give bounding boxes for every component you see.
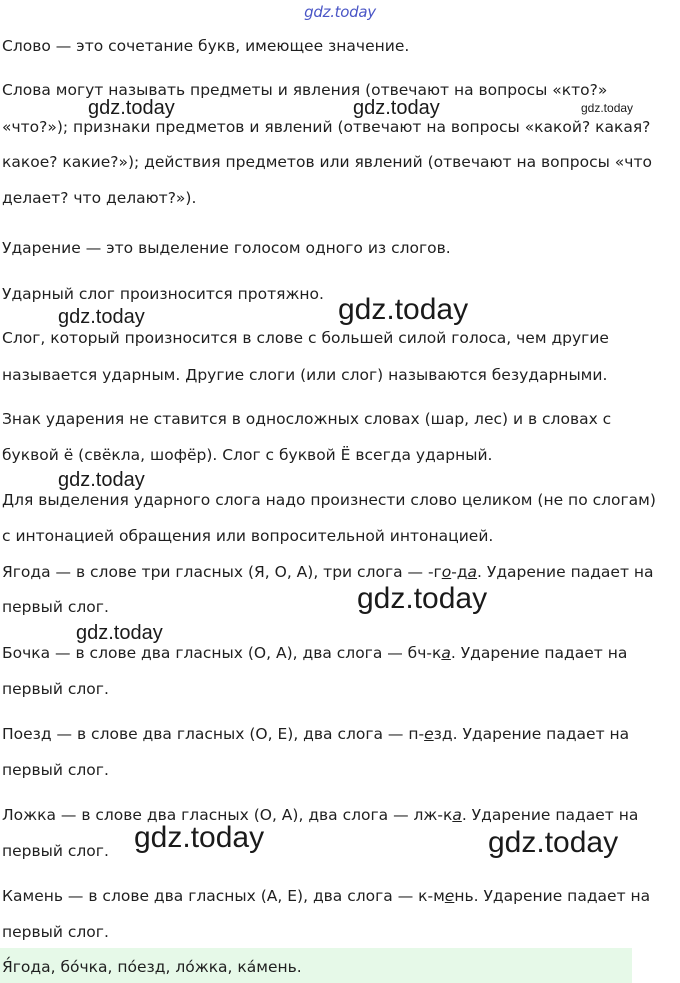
paragraph-stressed-syllable: Ударный слог произносится протяжно. — [2, 285, 324, 303]
example-yagoda: Ягода — в слове три гласных (Я, О, А), три слога — -го-да. Ударение падает на — [2, 563, 654, 581]
watermark: gdz.today — [134, 821, 265, 854]
watermark: gdz.today — [76, 622, 163, 644]
watermark: gdz.today — [353, 97, 440, 119]
watermark: gdz.today — [488, 826, 619, 859]
answer-text: Я́года, бо́чка, по́езд, ло́жка, ка́мень. — [2, 958, 302, 976]
underlined-vowel: е — [424, 725, 434, 743]
example-bochka-line2: первый слог. — [2, 680, 109, 698]
watermark: gdz.today — [58, 469, 145, 491]
site-logo[interactable]: gdz.today — [304, 3, 376, 21]
paragraph-method-line: Для выделения ударного слога надо произнести слово целиком (не по слогам) — [2, 491, 656, 509]
watermark: gdz.today — [357, 582, 488, 615]
example-bochka: Бочка — в слове два гласных (О, А), два слога — бч-ка. Ударение падает на — [2, 644, 628, 662]
stressed-vowel: о — [441, 563, 452, 581]
example-lozhka-line2: первый слог. — [2, 842, 109, 860]
watermark: gdz.today — [88, 97, 175, 119]
underlined-vowel: а — [452, 806, 462, 824]
example-lozhka: Ложка — в слове два гласных (О, А), два слога — лж-ка. Ударение падает на — [2, 806, 639, 824]
example-poezd-line2: первый слог. — [2, 761, 109, 779]
example-poezd: Поезд — в слове два гласных (О, Е), два слога — п-езд. Ударение падает на — [2, 725, 630, 743]
unstressed-vowel: а — [467, 563, 478, 581]
watermark: gdz.today — [58, 306, 145, 328]
paragraph-functions-line: Слова могут называть предметы и явления (отвечают на вопросы «кто?» — [2, 81, 608, 99]
paragraph-stress-mark-line: Знак ударения не ставится в односложных словах (шар, лес) и в словах с — [2, 410, 612, 428]
example-kamen: Камень — в слове два гласных (А, Е), два слога — к-мень. Ударение падает на — [2, 887, 651, 905]
paragraph-functions-line: делает? что делают?»). — [2, 189, 197, 207]
paragraph-functions-line: какое? какие?»); действия предметов или явлений (отвечают на вопросы «что — [2, 153, 652, 171]
watermark: gdz.today — [581, 101, 634, 115]
site-header — [0, 3, 680, 21]
underlined-vowel: а — [441, 644, 451, 662]
paragraph-stress-definition: Ударение — это выделение голосом одного из слогов. — [2, 239, 451, 257]
paragraph-method-line: с интонацией обращения или вопросительной интонацией. — [2, 527, 494, 545]
answer-box — [0, 948, 632, 983]
paragraph-definition: Слово — это сочетание букв, имеющее значение. — [2, 37, 410, 55]
underlined-vowel: е — [444, 887, 455, 905]
paragraph-functions-line: «что?»); признаки предметов и явлений (отвечают на вопросы «какой? какая? — [2, 118, 651, 136]
paragraph-stressed-line: называется ударным. Другие слоги (или слог) называются безударными. — [2, 366, 608, 384]
paragraph-stressed-line: Слог, который произносится в слове с большей силой голоса, чем другие — [2, 329, 609, 347]
example-yagoda-line2: первый слог. — [2, 598, 109, 616]
paragraph-stress-mark-line: буквой ё (свёкла, шофёр). Слог с буквой Ё всегда ударный. — [2, 446, 493, 464]
example-kamen-line2: первый слог. — [2, 923, 109, 941]
watermark: gdz.today — [338, 293, 469, 326]
